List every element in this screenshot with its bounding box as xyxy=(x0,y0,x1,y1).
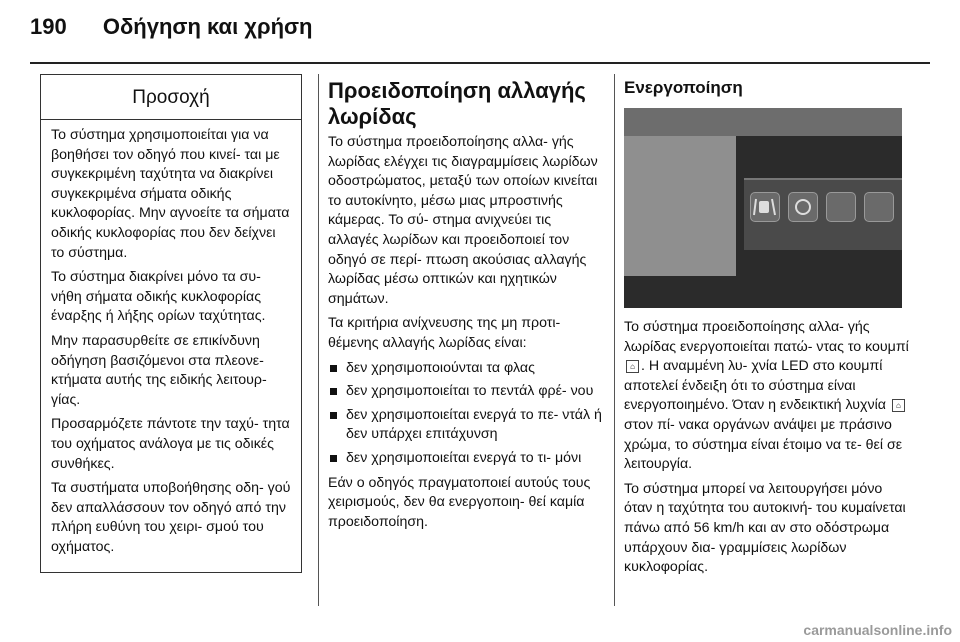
body-paragraph: Το σύστημα προειδοποίησης αλλα- γής λωρίδας ελέγχει τις διαγραμμίσεις λωρίδων οδοστρώματος, μεταξύ των οποίων κινείται το αυτοκίνητο, μέσω μιας μπροστινής κάμερας. Το σύ- στημα ανιχνεύει τις αλλαγές λωρίδων και προειδοποιεί τον οδηγό σε περί- πτωση ακούσιας αλλαγής λωρίδας μέσω οπτικών και ηχητικών σημάτων. xyxy=(328,134,598,307)
panel-button xyxy=(864,192,894,222)
activation-column xyxy=(624,74,912,583)
list-item: δεν χρησιμοποιείται ενεργά το πε- ντάλ ή δεν υπάρχει επιτάχυνση xyxy=(328,406,602,445)
section-heading: Ενεργοποίηση xyxy=(624,78,743,97)
column-divider-1 xyxy=(318,74,319,606)
criteria-list xyxy=(328,359,602,469)
bullet-icon xyxy=(330,365,337,372)
panel-top xyxy=(624,108,902,136)
lane-departure-icon: ⌂ xyxy=(892,399,905,412)
list-item: δεν χρησιμοποιείται ενεργά το τι- μόνι xyxy=(328,449,602,469)
button-icon xyxy=(789,193,817,221)
warning-paragraph: Το σύστημα διακρίνει μόνο τα συ- νήθη σήματα οδικής κυκλοφορίας έναρξης ή λήξης ορίων ταχύτητας. xyxy=(51,269,266,325)
body-paragraph: Εάν ο οδηγός πραγματοποιεί αυτούς τους χειρισμούς, δεν θα ενεργοποιη- θεί καμία προειδοποίηση. xyxy=(328,474,591,530)
panel-frame xyxy=(624,136,736,276)
column-divider-2 xyxy=(614,74,615,606)
header-rule xyxy=(30,62,930,64)
warning-paragraph: Το σύστημα χρησιμοποιείται για να βοηθήσει τον οδηγό που κινεί- ται με συγκεκριμένη ταχύτητα να διακρίνει συγκεκριμένα σήματα οδικής κυκλοφορίας. Μην αγνοείτε τα σήματα οδικής κυκλοφορίας που δεν δείχνει το σύστημα. xyxy=(51,127,290,261)
bullet-icon xyxy=(330,388,337,395)
lane-departure-icon: ⌂ xyxy=(626,360,639,373)
section-heading: Προειδοποίηση αλλαγής λωρίδας xyxy=(328,78,586,129)
warning-box xyxy=(40,74,302,573)
panel-button xyxy=(826,192,856,222)
panel-button xyxy=(788,192,818,222)
lane-departure-button xyxy=(750,192,780,222)
warning-column xyxy=(40,74,302,573)
list-item: δεν χρησιμοποιείται το πεντάλ φρέ- νου xyxy=(328,382,602,402)
body-paragraph: Το σύστημα μπορεί να λειτουργήσει μόνο όταν η ταχύτητα του αυτοκινή- του κυμαίνεται πάνω από 56 km/h και αν στο οδόστρωμα υπάρχουν δια- γραμμίσεις λωρίδων κυκλοφορίας. xyxy=(624,480,906,576)
list-item: δεν χρησιμοποιούνται τα φλας xyxy=(328,359,602,379)
body-paragraph: Το σύστημα προειδοποίησης αλλα- γής λωρίδας ενεργοποιείται πατώ- ντας το κουμπί ⌂ . Η αναμμένη λυ- χνία LED στο κουμπί αποτελεί ένδειξη ότι το σύστημα είναι ενεργοποιημένο. Όταν η ενδεικτική λυχνία ⌂ στον πί- νακα οργάνων ανάψει με πράσινο χρώμα, το σύστημα είναι έτοιμο να τε- θεί σε λειτουργία. xyxy=(624,319,909,473)
warning-paragraph: Μην παρασυρθείτε σε επικίνδυνη οδήγηση βασιζόμενοι στα πλεονε- κτήματα αυτής της ειδικής λειτουρ- γίας. xyxy=(51,332,267,408)
body-paragraph: Τα κριτήρια ανίχνευσης της μη προτι- θέμενης αλλαγής λωρίδας είναι: xyxy=(328,315,561,351)
page-header xyxy=(30,14,313,40)
page-title: Οδήγηση και χρήση xyxy=(102,14,313,39)
dashboard-photo xyxy=(624,108,902,308)
bullet-icon xyxy=(330,412,337,419)
bullet-icon xyxy=(330,455,337,462)
button-strip xyxy=(744,178,902,250)
watermark: carmanualsonline.info xyxy=(803,622,952,638)
warning-paragraph: Προσαρμόζετε πάντοτε την ταχύ- τητα του οχήματος ανάλογα με τις οδικές συνθήκες. xyxy=(51,416,290,472)
warning-paragraph: Τα συστήματα υποβοήθησης οδη- γού δεν απαλλάσσουν τον οδηγό από την πλήρη ευθύνη του χειρι- σμού του οχήματος. xyxy=(51,480,291,555)
page-number: 190 xyxy=(30,14,67,39)
lane-departure-icon xyxy=(751,193,779,221)
lane-warning-column xyxy=(328,74,602,537)
warning-body xyxy=(41,120,301,572)
warning-title: Προσοχή xyxy=(41,75,301,120)
